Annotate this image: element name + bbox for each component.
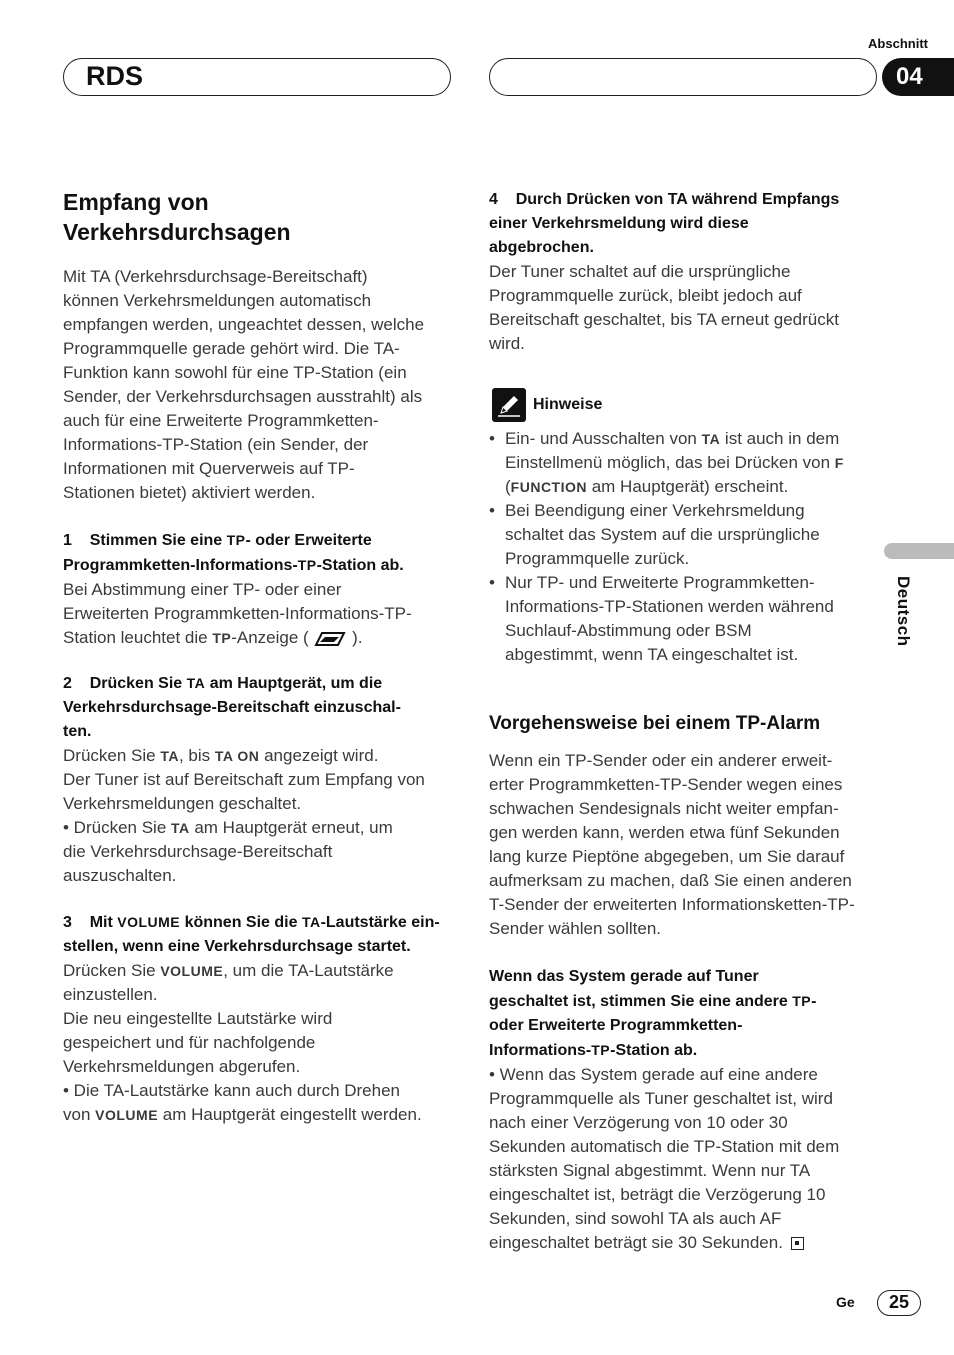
language-tab-marker	[884, 543, 954, 559]
section-heading	[63, 187, 291, 247]
key-label: TP	[591, 1042, 611, 1058]
text: abgestimmt, wenn TA eingeschaltet ist.	[505, 645, 799, 664]
step-2-instruction-cont: ten.	[63, 723, 92, 740]
step-3-instruction-cont: stellen, wenn eine Verkehrsdurchsage startet.	[63, 938, 411, 955]
text-line: Sekunden, sind sowohl TA als auch AF	[489, 1209, 782, 1228]
text-line: erter Programmketten-TP-Sender wegen eines	[489, 775, 843, 794]
text-line: Programmquelle zurück, bleibt jedoch auf	[489, 286, 802, 305]
text-line: lang kurze Pieptöne abgegeben, um Sie darauf	[489, 847, 845, 866]
key-label: TA	[186, 675, 206, 691]
text: am Hauptgerät, um die	[205, 675, 383, 692]
subsection-heading: Vorgehensweise bei einem TP-Alarm	[489, 713, 821, 734]
step-2-instruction	[63, 671, 455, 696]
text: Programmketten-Informations-	[63, 557, 298, 574]
text: schaltet das System auf die ursprüngliche	[505, 525, 820, 544]
list-item	[489, 571, 881, 667]
key-label: TA	[701, 431, 721, 447]
step-number: 4	[489, 191, 498, 208]
text: Stimmen Sie eine	[89, 532, 227, 549]
header-empty-box	[489, 58, 877, 96]
text: am Hauptgerät eingestellt werden.	[158, 1105, 422, 1124]
text: Informations-TP-Stationen werden während	[505, 597, 834, 616]
text-line: gespeichert und für nachfolgende	[63, 1033, 316, 1052]
notes-list	[489, 427, 881, 667]
key-label: TP	[792, 993, 812, 1009]
text-line: einzustellen.	[63, 985, 158, 1004]
text: - oder Erweiterte	[245, 532, 372, 549]
text-line: • Die TA-Lautstärke kann auch durch Drehen	[63, 1081, 401, 1100]
text-line: die Verkehrsdurchsage-Bereitschaft	[63, 842, 333, 861]
text: Durch Drücken von TA während Empfangs	[515, 191, 840, 208]
alarm-instruction: Wenn das System gerade auf Tuner	[489, 968, 759, 985]
list-item	[489, 427, 881, 499]
key-label: VOLUME	[117, 914, 181, 930]
text-line: Erweiterten Programmketten-Informations-TP-	[63, 604, 412, 623]
text-line: Funktion kann sowohl für eine TP-Station (ein	[63, 363, 407, 382]
text: Drücken Sie	[63, 961, 161, 980]
text-line	[63, 959, 458, 983]
key-label: TP	[212, 630, 232, 646]
text: (	[505, 477, 511, 496]
text-line: Informations-TP-Station (ein Sender, der	[63, 435, 369, 454]
page-title: RDS	[86, 61, 144, 91]
text-line: • Wenn das System gerade auf eine andere	[489, 1065, 818, 1084]
step-4-instruction	[489, 188, 881, 212]
text: Suchlauf-Abstimmung oder BSM	[505, 621, 752, 640]
text-line: Der Tuner schaltet auf die ursprüngliche	[489, 262, 791, 281]
key-label: TA ON	[214, 748, 260, 764]
text-line: gen werden kann, werden etwa fünf Sekunden	[489, 823, 840, 842]
text-line: empfangen werden, ungeachtet dessen, welche	[63, 315, 425, 334]
key-label: TA	[160, 748, 179, 764]
text: Informations-	[489, 1042, 592, 1059]
text: -Station ab.	[316, 557, 404, 574]
text-line: aufmerksam zu machen, daß Sie einen anderen	[489, 871, 852, 890]
list-item	[489, 499, 881, 571]
text: , bis	[178, 746, 215, 765]
text-line: auszuschalten.	[63, 866, 177, 885]
text-line: Verkehrsmeldungen geschaltet.	[63, 794, 302, 813]
text: , um die TA-Lautstärke	[223, 961, 394, 980]
text-line: nach einer Verzögerung von 10 oder 30	[489, 1113, 788, 1132]
text: Drücken Sie	[89, 675, 187, 692]
language-label: Deutsch	[894, 576, 913, 647]
key-label: TA	[171, 820, 190, 836]
text-line: wird.	[489, 334, 525, 353]
text: Einstellmenü möglich, das bei Drücken von	[505, 453, 835, 472]
text-line: schwachen Sendesignals nicht weiter empfan-	[489, 799, 839, 818]
text-line	[63, 1103, 458, 1127]
text-line: auch für eine Erweiterte Programmketten-	[63, 411, 379, 430]
text-line: Programmquelle als Tuner geschaltet ist, wird	[489, 1089, 833, 1108]
text-line: Wenn ein TP-Sender oder ein anderer erweit-	[489, 751, 833, 770]
text: angezeigt wird.	[259, 746, 379, 765]
text: Drücken Sie	[63, 746, 161, 765]
text-line: Programmquelle gerade gehört wird. Die TA-	[63, 339, 400, 358]
step-1	[63, 528, 455, 650]
alarm-instruction: oder Erweiterte Programmketten-	[489, 1017, 743, 1034]
text: -Lautstärke ein-	[320, 914, 440, 931]
heading-line: Empfang von	[63, 189, 209, 215]
text-line	[63, 816, 455, 840]
text-line: können Verkehrsmeldungen automatisch	[63, 291, 372, 310]
heading-line: Verkehrsdurchsagen	[63, 219, 291, 245]
key-label: TP	[226, 532, 246, 548]
step-number: 1	[63, 532, 72, 549]
section-label: Abschnitt	[868, 36, 928, 51]
text-line: Der Tuner ist auf Bereitschaft zum Empfang von	[63, 770, 425, 789]
text-line: eingeschaltet ist, beträgt die Verzögerung 10	[489, 1185, 826, 1204]
text: Programmquelle zurück.	[505, 549, 690, 568]
text: Mit	[89, 914, 118, 931]
text: ist auch in dem	[720, 429, 840, 448]
text: -Anzeige (	[231, 628, 314, 647]
text-line: Sender, der Verkehrsdurchsagen ausstrahlt) als	[63, 387, 423, 406]
text: -Station ab.	[610, 1042, 698, 1059]
text-line: Die neu eingestellte Lautstärke wird	[63, 1009, 333, 1028]
text-line	[63, 626, 455, 650]
step-2	[63, 671, 455, 888]
text-line: Bereitschaft geschaltet, bis TA erneut gedrückt	[489, 310, 839, 329]
step-2-instruction-cont: Verkehrsdurchsage-Bereitschaft einzuschal-	[63, 699, 401, 716]
text-line	[63, 744, 455, 768]
step-4-instruction-cont: einer Verkehrsmeldung wird diese	[489, 215, 749, 232]
key-label: TP	[297, 557, 317, 573]
text-line: T-Sender der erweiterten Informationsketten-TP-	[489, 895, 855, 914]
text: Station leuchtet die	[63, 628, 213, 647]
tp-indicator-icon	[313, 629, 347, 649]
text: Ein- und Ausschalten von	[505, 429, 702, 448]
text-line: Sender wählen sollten.	[489, 919, 662, 938]
alarm-instruction	[489, 1038, 881, 1063]
step-4-instruction-cont: abgebrochen.	[489, 239, 594, 256]
key-label: F	[834, 455, 844, 471]
text: Nur TP- und Erweiterte Programmketten-	[505, 573, 815, 592]
text: am Hauptgerät) erscheint.	[587, 477, 789, 496]
text: eingeschaltet beträgt sie 30 Sekunden.	[489, 1233, 783, 1252]
text-line: Informationen mit Querverweis auf TP-	[63, 459, 355, 478]
text: Bei Beendigung einer Verkehrsmeldung	[505, 501, 805, 520]
end-of-section-icon	[791, 1237, 804, 1250]
step-number: 2	[63, 675, 72, 692]
step-number: 3	[63, 914, 72, 931]
text-line: Verkehrsmeldungen abgerufen.	[63, 1057, 301, 1076]
key-label: FUNCTION	[510, 479, 587, 495]
alarm-instruction	[489, 989, 881, 1014]
intro-paragraph	[63, 265, 455, 505]
text: am Hauptgerät erneut, um	[189, 818, 393, 837]
text: von	[63, 1105, 96, 1124]
text: geschaltet ist, stimmen Sie eine andere	[489, 993, 793, 1010]
alarm-paragraph	[489, 749, 881, 941]
notes-title: Hinweise	[533, 396, 603, 413]
key-label: VOLUME	[95, 1107, 159, 1123]
text: • Drücken Sie	[63, 818, 171, 837]
text: können Sie die	[180, 914, 302, 931]
language-code: Ge	[836, 1294, 855, 1310]
text-line	[489, 1231, 881, 1255]
text: -	[811, 993, 817, 1010]
step-3-instruction	[63, 910, 458, 935]
chapter-number: 04	[882, 58, 954, 96]
text: ).	[352, 628, 363, 647]
step-1-instruction	[63, 528, 455, 553]
note-pencil-icon	[492, 388, 526, 422]
text-line: Stationen bietet) aktiviert werden.	[63, 483, 316, 502]
text-line: Bei Abstimmung einer TP- oder einer	[63, 580, 342, 599]
key-label: VOLUME	[160, 963, 224, 979]
step-1-instruction-cont	[63, 553, 455, 578]
text-line: Mit TA (Verkehrsdurchsage-Bereitschaft)	[63, 267, 368, 286]
alarm-step	[489, 965, 881, 1255]
page-number: 25	[877, 1290, 921, 1316]
step-3	[63, 910, 458, 1127]
text-line: Sekunden automatisch die TP-Station mit dem	[489, 1137, 840, 1156]
key-label: TA	[301, 914, 321, 930]
header-title-box	[63, 58, 451, 96]
step-4	[489, 188, 881, 356]
text-line: stärksten Signal abgestimmt. Wenn nur TA	[489, 1161, 811, 1180]
